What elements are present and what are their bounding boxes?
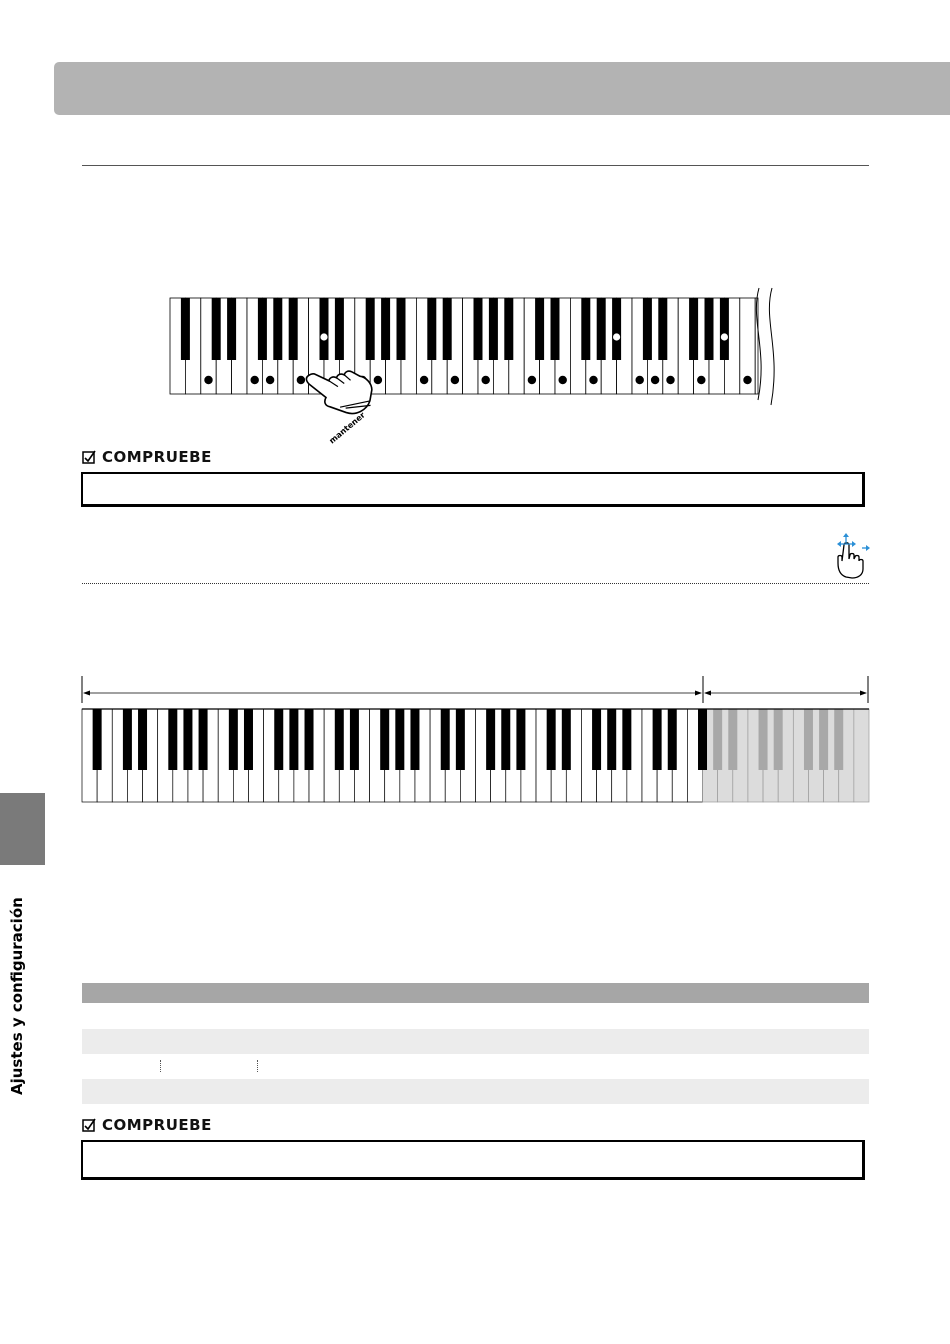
black-key — [456, 709, 465, 770]
black-key — [501, 709, 510, 770]
black-key — [592, 709, 601, 770]
black-key — [183, 709, 192, 770]
black-key — [653, 709, 662, 770]
black-key — [199, 709, 208, 770]
checkbox-icon — [82, 1118, 96, 1132]
black-key — [441, 709, 450, 770]
column-separator — [257, 1060, 258, 1072]
black-key — [668, 709, 677, 770]
black-key — [380, 709, 389, 770]
black-key — [229, 709, 238, 770]
hold-label: mantener — [327, 410, 367, 446]
black-key — [305, 709, 314, 770]
check-box-frame — [81, 1140, 865, 1180]
table-header — [82, 983, 869, 1003]
black-key — [562, 709, 571, 770]
check-title: COMPRUEBE — [102, 448, 212, 466]
black-key — [486, 709, 495, 770]
table-row — [82, 1029, 869, 1054]
range-bracket-right — [704, 676, 868, 703]
black-key — [759, 709, 768, 770]
black-key — [244, 709, 253, 770]
table-row — [82, 1003, 869, 1029]
table-row — [82, 1079, 869, 1104]
check-heading — [82, 1115, 212, 1135]
black-key — [607, 709, 616, 770]
check-title: COMPRUEBE — [102, 1116, 212, 1134]
black-key — [335, 709, 344, 770]
black-key — [168, 709, 177, 770]
black-key — [804, 709, 813, 770]
column-separator — [160, 1060, 161, 1072]
chapter-tab — [0, 793, 45, 865]
black-key — [274, 709, 283, 770]
black-key — [819, 709, 828, 770]
white-key — [854, 709, 869, 802]
black-key — [516, 709, 525, 770]
black-key — [728, 709, 737, 770]
black-key — [350, 709, 359, 770]
black-key — [93, 709, 102, 770]
settings-table — [82, 983, 869, 1104]
black-key — [698, 709, 707, 770]
black-key — [395, 709, 404, 770]
black-key — [410, 709, 419, 770]
chapter-label: Ajustes y configuración — [8, 897, 26, 1095]
black-key — [547, 709, 556, 770]
black-key — [622, 709, 631, 770]
black-key — [774, 709, 783, 770]
black-key — [138, 709, 147, 770]
black-key — [713, 709, 722, 770]
black-key — [289, 709, 298, 770]
black-key — [123, 709, 132, 770]
range-bracket-left — [82, 676, 703, 703]
table-row — [82, 1054, 869, 1079]
black-key — [834, 709, 843, 770]
